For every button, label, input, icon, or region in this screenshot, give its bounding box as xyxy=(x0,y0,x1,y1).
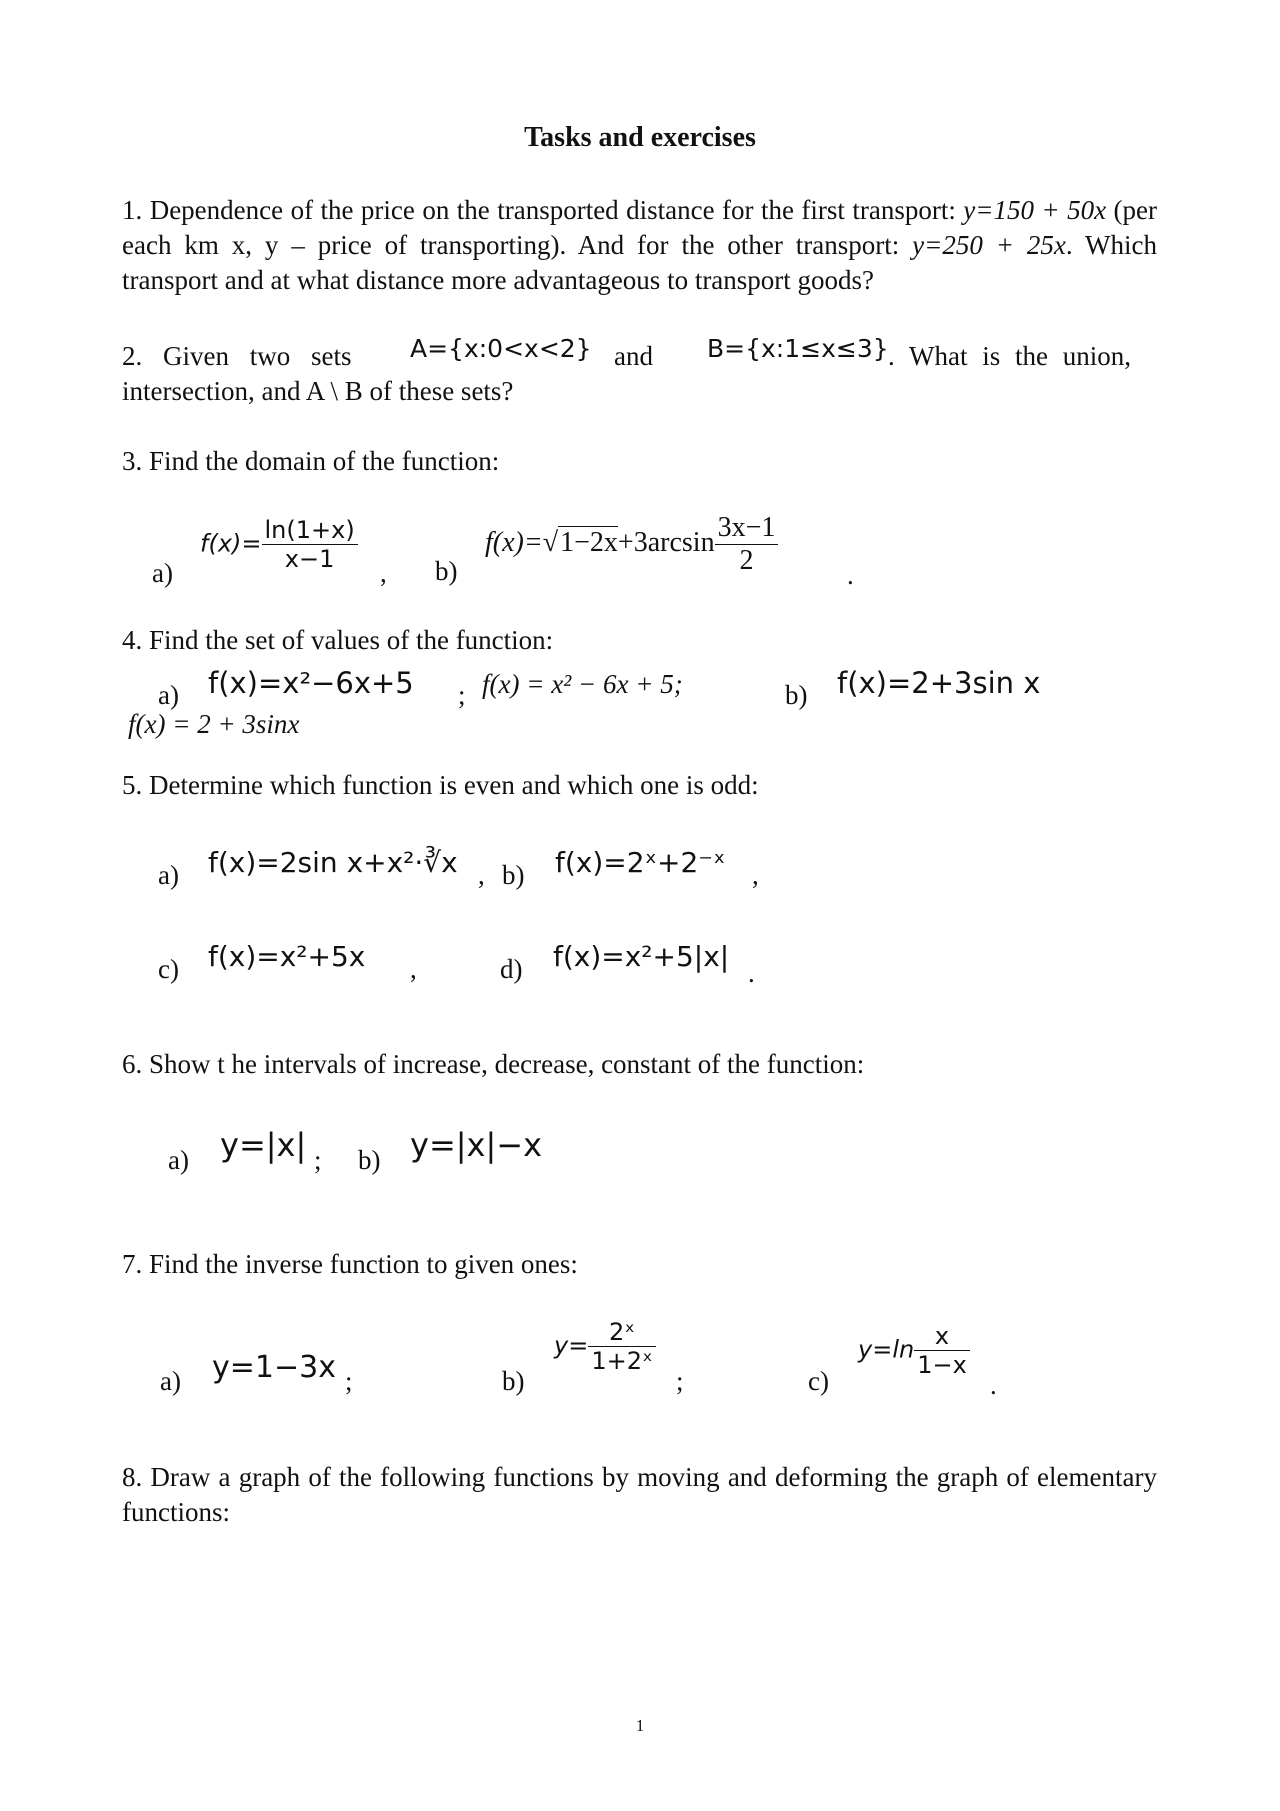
task-7-b-fraction xyxy=(588,1318,655,1375)
task-3-b-formula xyxy=(485,512,778,577)
task-5-comma-2: , xyxy=(752,860,759,890)
task-2-lead-text: 2. Given two sets xyxy=(122,341,352,371)
task-1 xyxy=(122,193,1157,298)
task-2-and: and xyxy=(614,341,653,371)
task-4-a-formula-alt: f(x) = x² − 6x + 5; xyxy=(482,669,683,699)
task-7-b-label: b) xyxy=(502,1366,525,1396)
task-2-lead xyxy=(122,341,351,372)
task-3-b-fraction xyxy=(715,512,779,577)
task-7-semicolon-2: ; xyxy=(676,1366,684,1396)
task-5-c-label: c) xyxy=(158,954,179,984)
task-6-b-label: b) xyxy=(358,1145,381,1175)
task-3-heading: 3. Find the domain of the function: xyxy=(122,446,500,476)
task-3-a-numerator: ln(1+x) xyxy=(262,516,358,545)
task-1-text-a: 1. Dependence of the price on the transported distance for the first transport: xyxy=(122,195,964,225)
task-4-a-semicolon: ; xyxy=(458,680,466,710)
task-7-semicolon-1: ; xyxy=(345,1366,353,1396)
task-1-equation-2: y=250 + 25x xyxy=(912,230,1066,260)
task-6-heading: 6. Show t he intervals of increase, decrease, constant of the function: xyxy=(122,1049,865,1079)
task-5-d-label: d) xyxy=(500,954,523,984)
task-3-a-label: a) xyxy=(152,558,173,588)
task-2-set-b: B={x:1≤x≤3} xyxy=(707,334,889,363)
task-6-a-formula: y=|x| xyxy=(220,1126,307,1164)
task-5-c-formula: f(x)=x²+5x xyxy=(208,940,366,973)
task-3-comma: , xyxy=(380,558,387,588)
task-7-b-numerator: 2ˣ xyxy=(588,1318,655,1347)
task-7-period: . xyxy=(990,1370,997,1400)
task-3-b-label: b) xyxy=(435,556,458,586)
task-4-b-formula: f(x)=2+3sin x xyxy=(837,666,1041,700)
task-5-b-formula: f(x)=2ˣ+2⁻ˣ xyxy=(555,846,726,879)
page-number: 1 xyxy=(635,1716,645,1735)
task-1-equation-1: y=150 + 50x xyxy=(963,195,1107,225)
task-7-c-denominator: 1−x xyxy=(917,1351,967,1379)
task-1-text-b: (per each km x, y – price of transporting). And for the other transport: xyxy=(122,195,1157,260)
task-7-a-formula: y=1−3x xyxy=(212,1350,336,1385)
task-3-b-numerator: 3x−1 xyxy=(715,512,779,545)
task-2-tail: . What is the union, xyxy=(888,341,1131,371)
task-5-comma-1: , xyxy=(478,860,485,890)
task-3-a-denominator: x−1 xyxy=(284,545,335,573)
task-5-period: . xyxy=(748,958,755,988)
task-5-a-label: a) xyxy=(158,860,179,890)
page-title: Tasks and exercises xyxy=(524,122,756,153)
task-5-comma-3: , xyxy=(410,954,417,984)
task-1-text-c: . Which transport and at what distance more advantageous to transport goods? xyxy=(122,230,1157,295)
task-7-c-lhs: y=ln xyxy=(858,1335,915,1364)
task-4-a-label: a) xyxy=(158,680,179,710)
task-5-d-formula: f(x)=x²+5|x| xyxy=(553,940,730,973)
task-2-set-a: A={x:0<x<2} xyxy=(410,334,592,363)
task-4-b-label: b) xyxy=(785,680,808,710)
task-7-c-numerator: x xyxy=(914,1322,970,1351)
task-7-a-label: a) xyxy=(160,1366,181,1396)
task-6-semicolon: ; xyxy=(314,1145,322,1175)
task-5-b-label: b) xyxy=(502,860,525,890)
task-5-heading: 5. Determine which function is even and which one is odd: xyxy=(122,770,759,800)
task-3-b-lhs: f(x)=√ xyxy=(485,526,559,558)
task-6-b-formula: y=|x|−x xyxy=(410,1126,542,1164)
task-7-heading: 7. Find the inverse function to given ones: xyxy=(122,1249,578,1279)
task-3-b-arcsin: +3arcsin xyxy=(617,526,715,558)
task-6-a-label: a) xyxy=(168,1145,189,1175)
task-2-line-2: intersection, and A \ B of these sets? xyxy=(122,376,514,406)
task-8: 8. Draw a graph of the following functions by moving and deforming the graph of elementary functions: xyxy=(122,1462,1157,1527)
task-7-b-lhs: y= xyxy=(554,1331,589,1360)
task-7-c-formula xyxy=(858,1322,970,1379)
task-3-period: . xyxy=(847,560,854,590)
task-3-b-denominator: 2 xyxy=(739,545,754,576)
task-7-b-denominator: 1+2ˣ xyxy=(591,1347,653,1375)
task-3-a-formula xyxy=(200,516,358,573)
task-4-b-formula-alt: f(x) = 2 + 3sinx xyxy=(128,709,300,739)
task-7-c-fraction xyxy=(914,1322,970,1379)
task-7-b-formula xyxy=(554,1318,656,1375)
task-5-a-formula: f(x)=2sin x+x²·∛x xyxy=(208,846,458,879)
task-4-heading: 4. Find the set of values of the function: xyxy=(122,625,554,655)
task-4-a-formula: f(x)=x²−6x+5 xyxy=(208,666,414,700)
task-3-a-lhs: f(x)= xyxy=(200,529,262,558)
task-3-b-radicand: 1−2x xyxy=(560,526,618,558)
task-3-a-fraction xyxy=(262,516,358,573)
task-7-c-label: c) xyxy=(808,1366,829,1396)
